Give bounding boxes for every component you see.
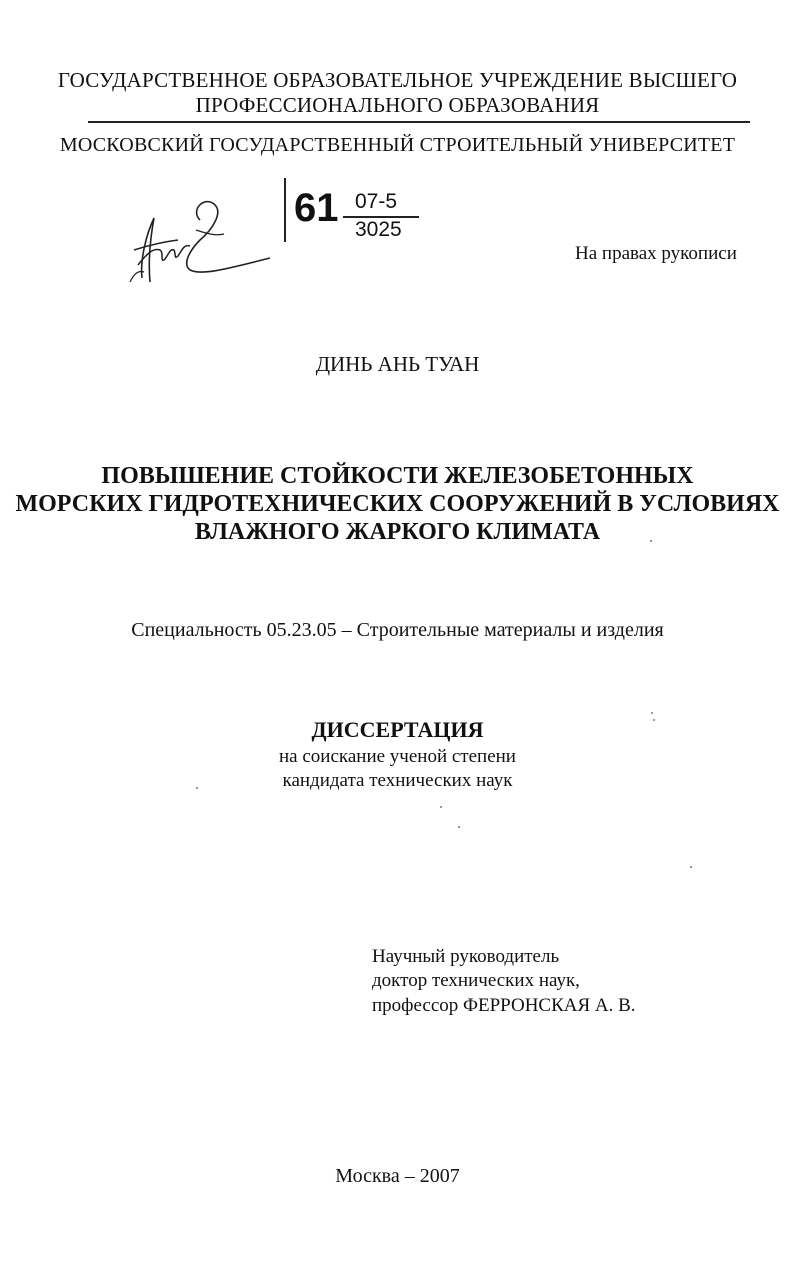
author-name: ДИНЬ АНЬ ТУАН [315,352,480,376]
stamp-denominator: 3025 [355,218,402,241]
stamp-numerator: 07-5 [355,190,398,213]
stamp-bar [284,178,286,242]
scan-speck [651,712,653,714]
institution-line-2: ПРОФЕССИОНАЛЬНОГО ОБРАЗОВАНИЯ [195,93,600,117]
title-line-3: ВЛАЖНОГО ЖАРКОГО КЛИМАТА [194,519,601,545]
scan-speck [440,806,442,808]
header-divider [88,121,750,123]
dissertation-heading: ДИССЕРТАЦИЯ [311,717,484,742]
manuscript-note: На правах рукописи [575,243,737,264]
city-year: Москва – 2007 [335,1165,460,1187]
scan-speck [650,540,652,542]
title-line-1: ПОВЫШЕНИЕ СТОЙКОСТИ ЖЕЛЕЗОБЕТОННЫХ [101,463,694,489]
scan-speck [196,787,198,789]
scan-speck [458,826,460,828]
stamp-number: 61 [294,186,339,230]
title-line-2: МОРСКИХ ГИДРОТЕХНИЧЕСКИХ СООРУЖЕНИЙ В УСЛОВИЯХ [15,491,780,517]
institution-line-1: ГОСУДАРСТВЕННОЕ ОБРАЗОВАТЕЛЬНОЕ УЧРЕЖДЕНИЕ ВЫСШЕГО [57,68,738,92]
university-name: МОСКОВСКИЙ ГОСУДАРСТВЕННЫЙ СТРОИТЕЛЬНЫЙ УНИВЕРСИТЕТ [59,134,736,156]
advisor-line-3: профессор ФЕРРОНСКАЯ А. В. [372,995,636,1016]
advisor-line-2: доктор технических наук, [372,970,580,991]
scan-speck [653,719,655,721]
specialty: Специальность 05.23.05 – Строительные материалы и изделия [131,619,664,641]
scan-speck [690,866,692,868]
dissertation-line-2: кандидата технических наук [282,770,513,791]
advisor-line-1: Научный руководитель [372,946,560,967]
signature-image [120,190,285,290]
dissertation-line-1: на соискание ученой степени [279,746,516,767]
